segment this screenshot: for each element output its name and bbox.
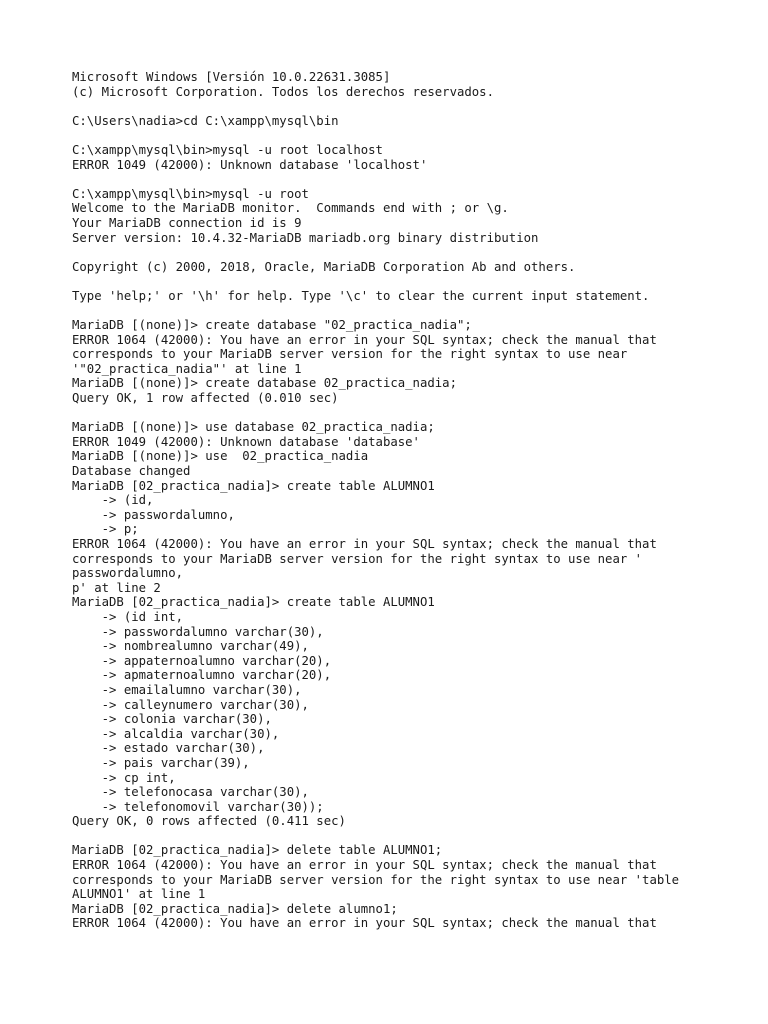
terminal-line [72,172,732,187]
terminal-line: ALUMNO1' at line 1 [72,887,206,902]
terminal-line: C:\Users\nadia>cd C:\xampp\mysql\bin [72,113,339,128]
terminal-line [72,304,732,319]
terminal-line: Server version: 10.4.32-MariaDB mariadb.org binary distribution [72,230,539,245]
terminal-line: MariaDB [(none)]> use 02_practica_nadia [72,449,369,464]
terminal-line: -> cp int, [72,770,176,785]
terminal-line: -> passwordalumno varchar(30), [72,624,324,639]
terminal-line [72,274,732,289]
terminal-line: corresponds to your MariaDB server version for the right syntax to use near [72,347,628,362]
terminal-line: ERROR 1064 (42000): You have an error in your SQL syntax; check the manual that [72,332,657,347]
terminal-line: MariaDB [(none)]> create database "02_practica_nadia"; [72,318,472,333]
terminal-line: p' at line 2 [72,580,161,595]
terminal-line: -> nombrealumno varchar(49), [72,639,309,654]
terminal-line: Copyright (c) 2000, 2018, Oracle, MariaDB Corporation Ab and others. [72,259,576,274]
terminal-line: Microsoft Windows [Versión 10.0.22631.3085] [72,70,391,84]
terminal-line: -> emailalumno varchar(30), [72,682,302,697]
terminal-line: MariaDB [02_practica_nadia]> create table ALUMNO1 [72,478,435,493]
terminal-line: Query OK, 1 row affected (0.010 sec) [72,391,339,406]
terminal-line: MariaDB [(none)]> create database 02_practica_nadia; [72,376,457,391]
terminal-line: -> passwordalumno, [72,507,235,522]
terminal-line: C:\xampp\mysql\bin>mysql -u root localhost [72,142,383,157]
terminal-line: -> (id, [72,493,154,508]
terminal-line: passwordalumno, [72,566,184,581]
terminal-line: -> telefonomovil varchar(30)); [72,799,324,814]
terminal-line [72,99,732,114]
terminal-line: -> alcaldia varchar(30), [72,726,280,741]
terminal-line [72,245,732,260]
terminal-line: MariaDB [02_practica_nadia]> delete table ALUMNO1; [72,843,443,858]
terminal-line: -> calleynumero varchar(30), [72,697,309,712]
terminal-line: Database changed [72,464,191,479]
terminal-line [72,829,732,844]
terminal-line: MariaDB [(none)]> use database 02_practica_nadia; [72,420,435,435]
terminal-line: -> apmaternoalumno varchar(20), [72,668,332,683]
terminal-line: MariaDB [02_practica_nadia]> create table ALUMNO1 [72,595,435,610]
terminal-line: ERROR 1049 (42000): Unknown database 'database' [72,434,420,449]
terminal-line: -> telefonocasa varchar(30), [72,785,309,800]
terminal-line: corresponds to your MariaDB server version for the right syntax to use near 'table [72,872,680,887]
terminal-line: Type 'help;' or '\h' for help. Type '\c' to clear the current input statement. [72,288,650,303]
terminal-line: MariaDB [02_practica_nadia]> delete alumno1; [72,901,398,916]
terminal-line: -> appaternoalumno varchar(20), [72,653,332,668]
terminal-line: ERROR 1064 (42000): You have an error in your SQL syntax; check the manual that [72,916,657,931]
terminal-line: Your MariaDB connection id is 9 [72,215,302,230]
terminal-line: -> p; [72,522,139,537]
terminal-line: ERROR 1049 (42000): Unknown database 'localhost' [72,157,428,172]
terminal-line: ERROR 1064 (42000): You have an error in your SQL syntax; check the manual that [72,537,657,551]
terminal-output [72,70,732,931]
terminal-line: ERROR 1064 (42000): You have an error in your SQL syntax; check the manual that [72,858,657,873]
terminal-line [72,128,732,143]
terminal-line: Query OK, 0 rows affected (0.411 sec) [72,814,346,829]
terminal-line: -> pais varchar(39), [72,755,250,770]
terminal-line: -> (id int, [72,609,184,624]
terminal-line: '"02_practica_nadia"' at line 1 [72,361,302,376]
terminal-line: C:\xampp\mysql\bin>mysql -u root [72,186,309,201]
terminal-line: corresponds to your MariaDB server version for the right syntax to use near ' [72,551,643,566]
terminal-line: Welcome to the MariaDB monitor. Commands end with ; or \g. [72,201,509,216]
terminal-line: -> colonia varchar(30), [72,712,272,727]
terminal-line [72,406,732,421]
terminal-line: (c) Microsoft Corporation. Todos los derechos reservados. [72,84,494,99]
terminal-line: -> estado varchar(30), [72,741,265,756]
